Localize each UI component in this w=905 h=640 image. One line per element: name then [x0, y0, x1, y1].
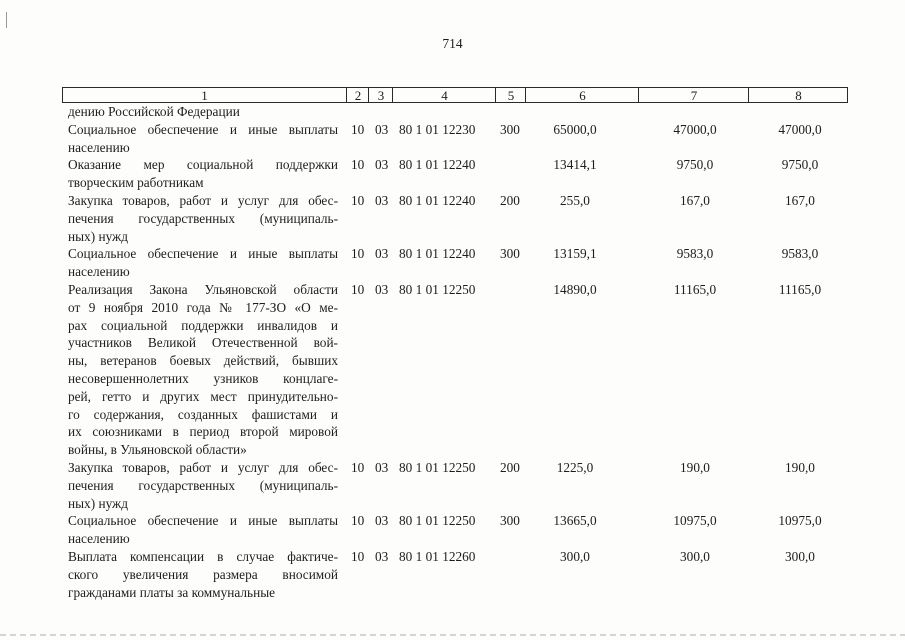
- table-row: [0, 459, 905, 512]
- cell-c4: 80 1 01 12250: [399, 513, 476, 529]
- description-line: Социальное обеспечение и иные выплаты: [68, 513, 338, 529]
- cell-c6: 65000,0: [553, 121, 597, 137]
- description-line: творческим работникам: [68, 175, 204, 191]
- description-line: дению Российской Федерации: [68, 104, 240, 119]
- cell-c5: 200: [500, 193, 520, 208]
- column-header-8: 8: [748, 88, 848, 102]
- table-row: [0, 245, 905, 281]
- description-line: Социальное обеспечение и иные выплаты: [68, 246, 338, 262]
- description-line: рах социальной поддержки инвалидов и: [68, 317, 338, 333]
- row-description: [68, 103, 338, 121]
- table-row: [0, 192, 905, 245]
- cell-c5: 300: [500, 246, 520, 262]
- cell-c5: 300: [500, 121, 520, 137]
- table-row: [0, 121, 905, 157]
- row-description: [68, 459, 338, 512]
- scan-edge-mark: [6, 12, 7, 28]
- cell-c3: 03: [375, 282, 389, 297]
- description-line: населению: [68, 139, 130, 155]
- row-description: [68, 121, 338, 157]
- cell-c8: 10975,0: [778, 513, 822, 529]
- cell-c2: 10: [351, 282, 365, 297]
- cell-c7: 190,0: [680, 460, 710, 475]
- cell-c4: 80 1 01 12240: [399, 246, 476, 262]
- cell-c2: 10: [351, 157, 365, 173]
- cell-c6: 13414,1: [553, 157, 597, 173]
- cell-c3: 03: [375, 246, 389, 262]
- cell-c5: 300: [500, 513, 520, 529]
- cell-c4: 80 1 01 12260: [399, 549, 476, 564]
- cell-c3: 03: [375, 460, 389, 475]
- cell-c6: 255,0: [560, 193, 590, 208]
- cell-c3: 03: [375, 193, 389, 208]
- cell-c3: 03: [375, 513, 389, 529]
- cell-c4: 80 1 01 12240: [399, 193, 476, 208]
- row-description: [68, 245, 338, 281]
- cell-c7: 10975,0: [673, 513, 717, 529]
- column-header-2: 2: [346, 88, 369, 102]
- cell-c3: 03: [375, 549, 389, 564]
- description-line: ского увеличения размера вносимой: [68, 566, 338, 582]
- cell-c4: 80 1 01 12250: [399, 282, 476, 297]
- cell-c7: 300,0: [680, 549, 710, 564]
- cell-c7: 9750,0: [676, 157, 714, 173]
- cell-c8: 47000,0: [778, 121, 822, 137]
- description-line: печения государственных (муниципаль-: [68, 477, 338, 493]
- cell-c6: 14890,0: [553, 282, 597, 297]
- cell-c8: 11165,0: [778, 282, 822, 297]
- column-header-5: 5: [495, 88, 526, 102]
- description-line: Реализация Закона Ульяновской области: [68, 282, 338, 297]
- description-line: гражданами платы за коммунальные: [68, 584, 276, 600]
- cell-c6: 300,0: [560, 549, 590, 564]
- description-line: печения государственных (муниципаль-: [68, 210, 338, 226]
- cell-c8: 300,0: [785, 549, 815, 564]
- cell-c8: 167,0: [785, 193, 815, 208]
- description-line: Закупка товаров, работ и услуг для обес-: [68, 460, 338, 475]
- description-line: Выплата компенсации в случае фактиче-: [68, 549, 338, 564]
- table-row: [0, 103, 905, 121]
- cell-c3: 03: [375, 157, 389, 173]
- cell-c7: 47000,0: [673, 121, 717, 137]
- description-line: войны, в Ульяновской области»: [68, 442, 247, 458]
- cell-c8: 9583,0: [781, 246, 819, 262]
- description-line: го содержания, созданных фашистами и: [68, 406, 338, 422]
- row-description: [68, 512, 338, 548]
- cell-c7: 11165,0: [673, 282, 717, 297]
- cell-c7: 9583,0: [676, 246, 714, 262]
- table-row: [0, 156, 905, 192]
- cell-c4: 80 1 01 12250: [399, 460, 476, 475]
- column-header-4: 4: [392, 88, 496, 102]
- column-header-6: 6: [525, 88, 639, 102]
- page-number: 714: [442, 36, 463, 51]
- cell-c6: 1225,0: [556, 460, 594, 475]
- cell-c2: 10: [351, 121, 365, 137]
- cell-c8: 190,0: [785, 460, 815, 475]
- description-line: их союзниками в период второй мировой: [68, 424, 338, 440]
- row-description: [68, 192, 338, 245]
- description-line: ных) нужд: [68, 495, 128, 511]
- description-line: ны, ветеранов боевых действий, бывших: [68, 353, 338, 369]
- table-header-row: [62, 87, 848, 103]
- description-line: несовершеннолетних узников концлаге-: [68, 370, 338, 386]
- cell-c4: 80 1 01 12240: [399, 157, 476, 173]
- cell-c6: 13159,1: [553, 246, 597, 262]
- description-line: Закупка товаров, работ и услуг для обес-: [68, 193, 338, 208]
- row-description: [68, 281, 338, 459]
- scan-bottom-edge: [0, 634, 905, 636]
- cell-c2: 10: [351, 193, 365, 208]
- table-row: [0, 512, 905, 548]
- row-description: [68, 156, 338, 192]
- description-line: ных) нужд: [68, 228, 128, 244]
- cell-c3: 03: [375, 121, 389, 137]
- cell-c8: 9750,0: [781, 157, 819, 173]
- column-header-1: 1: [201, 88, 208, 103]
- description-line: участников Великой Отечественной вой-: [68, 335, 338, 351]
- column-header-7: 7: [638, 88, 749, 102]
- cell-c5: 200: [500, 460, 520, 475]
- cell-c7: 167,0: [680, 193, 710, 208]
- description-line: населению: [68, 264, 130, 280]
- description-line: населению: [68, 531, 130, 547]
- cell-c2: 10: [351, 246, 365, 262]
- description-line: от 9 ноября 2010 года № 177-ЗО «О ме-: [68, 299, 338, 315]
- description-line: рей, гетто и других мест принудительно-: [68, 388, 338, 404]
- row-description: [68, 548, 338, 601]
- table-row: [0, 281, 905, 459]
- description-line: Оказание мер социальной поддержки: [68, 157, 338, 173]
- table-row: [0, 548, 905, 601]
- cell-c2: 10: [351, 549, 365, 564]
- description-line: Социальное обеспечение и иные выплаты: [68, 121, 338, 137]
- cell-c4: 80 1 01 12230: [399, 121, 476, 137]
- column-header-3: 3: [368, 88, 393, 102]
- cell-c2: 10: [351, 513, 365, 529]
- cell-c6: 13665,0: [553, 513, 597, 529]
- cell-c2: 10: [351, 460, 365, 475]
